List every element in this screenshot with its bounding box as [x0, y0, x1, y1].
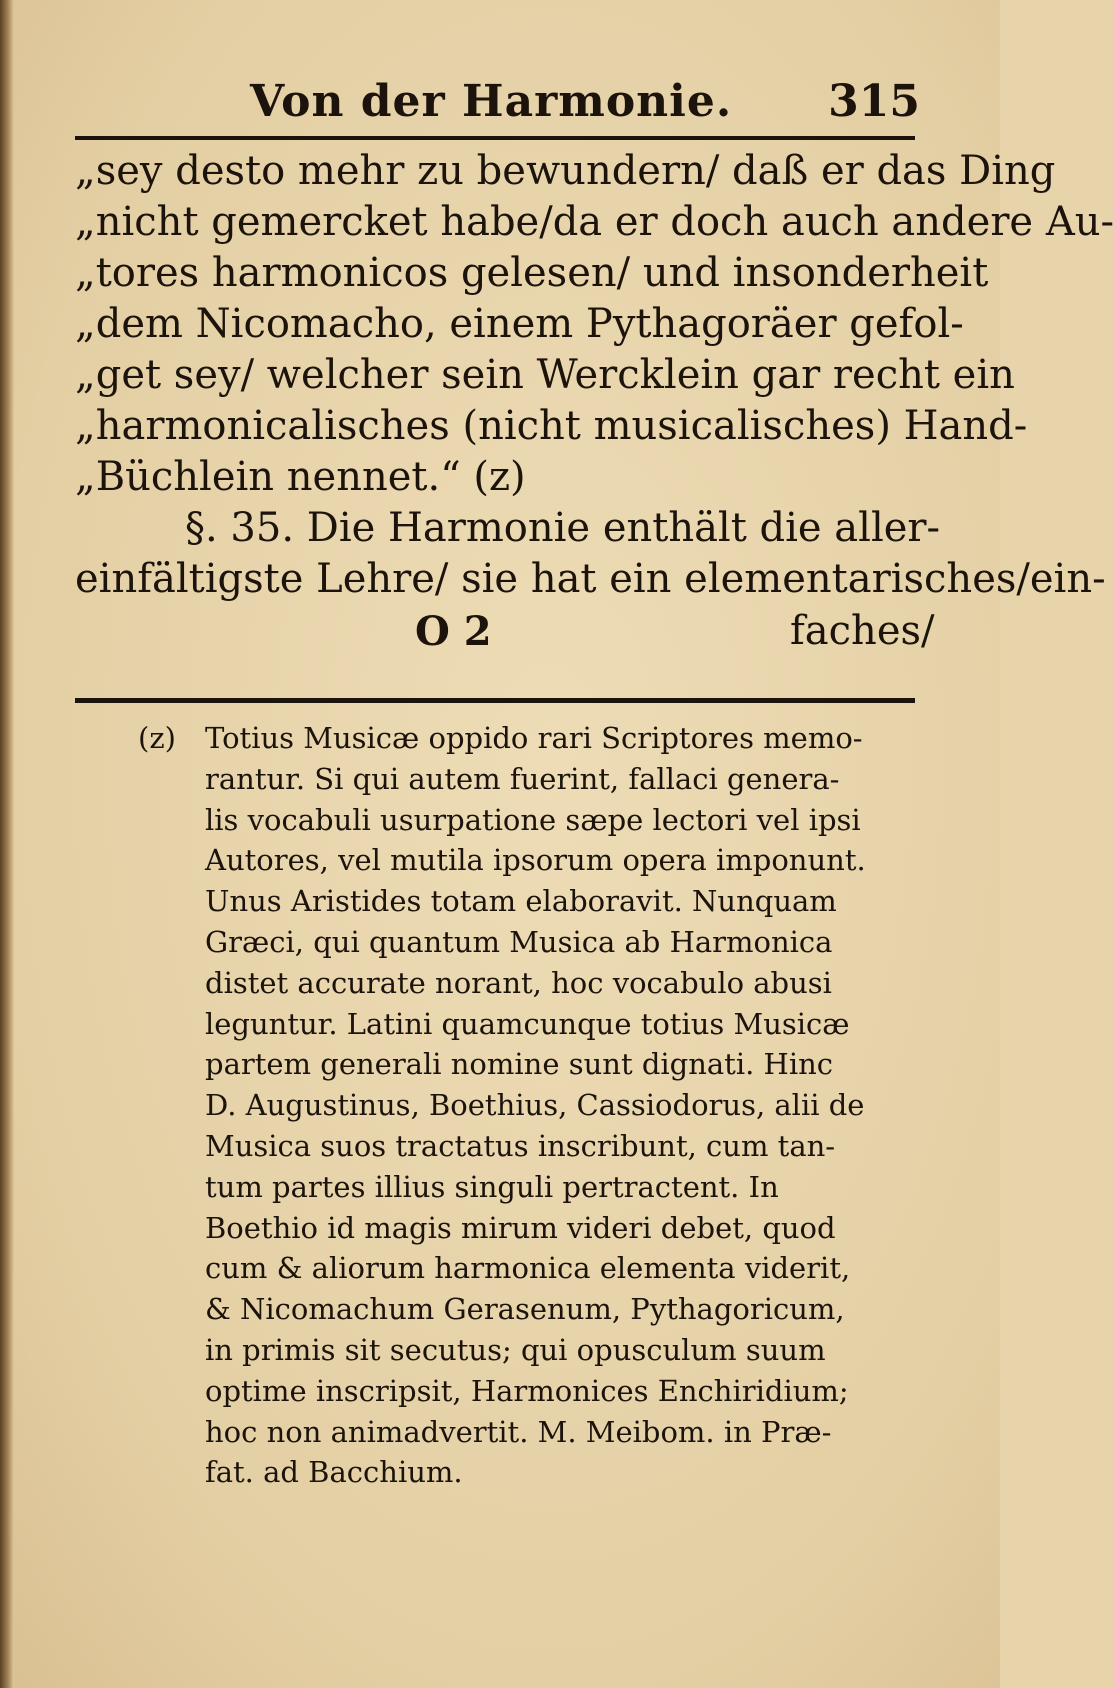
footnote-line: Totius Musicæ oppido rari Scriptores memo-: [205, 721, 863, 755]
footnote-line: in primis sit secutus; qui opusculum suum: [205, 1332, 826, 1367]
text-line: einfältigste Lehre/ sie hat ein elementarisches/ein-: [75, 556, 1106, 602]
text-line: „sey desto mehr zu bewundern/ daß er das Ding: [75, 148, 1056, 194]
footnote-line: Unus Aristides totam elaboravit. Nunquam: [205, 884, 837, 919]
footnote-line: Boethio id magis mirum videri debet, quod: [205, 1210, 836, 1245]
footnote-line: optime inscripsit, Harmonices Enchiridium;: [205, 1373, 849, 1408]
text-line: „tores harmonicos gelesen/ und insonderheit: [75, 250, 989, 296]
footnote-line: lis vocabuli usurpatione sæpe lectori vel ipsi: [205, 802, 861, 837]
page-header: [250, 76, 940, 136]
main-text-block: [75, 146, 1114, 605]
footnote-line: distet accurate norant, hoc vocabulo abusi: [205, 965, 832, 1000]
footnote-mark: (z): [138, 721, 176, 755]
catchword: faches/: [790, 608, 935, 654]
footnote-rule: [75, 698, 915, 703]
footnote-line: hoc non animadvertit. M. Meibom. in Præ-: [205, 1414, 832, 1449]
page-number: 315: [828, 76, 920, 127]
footnote-block: [140, 718, 930, 1493]
signature-mark: O 2: [415, 608, 492, 655]
footnote-line: leguntur. Latini quamcunque totius Musicæ: [205, 1006, 850, 1041]
footnote-line: Græci, qui quantum Musica ab Harmonica: [205, 924, 833, 959]
running-title: Von der Harmonie.: [250, 76, 733, 127]
text-line: „nicht gemercket habe/da er doch auch andere Au-: [75, 199, 1114, 245]
footnote-line: fat. ad Bacchium.: [205, 1455, 463, 1490]
footnote-line: Musica suos tractatus inscribunt, cum tan-: [205, 1128, 836, 1163]
footnote-line: partem generali nomine sunt dignati. Hinc: [205, 1047, 834, 1082]
footnote-line: rantur. Si qui autem fuerint, fallaci genera-: [205, 761, 840, 796]
footnote-line: & Nicomachum Gerasenum, Pythagoricum,: [205, 1292, 845, 1327]
footnote-line: tum partes illius singuli pertractent. In: [205, 1169, 779, 1204]
footnote-line: Autores, vel mutila ipsorum opera imponunt.: [205, 843, 866, 878]
page-binding-edge: [0, 0, 14, 1688]
footnote-line: D. Augustinus, Boethius, Cassiodorus, alii de: [205, 1088, 865, 1123]
text-line: „harmonicalisches (nicht musicalisches) Hand-: [75, 403, 1028, 449]
footnote-line: cum & aliorum harmonica elementa viderit,: [205, 1251, 851, 1286]
text-line: „dem Nicomacho, einem Pythagoräer gefol-: [75, 301, 964, 347]
text-line: „Büchlein nennet.“ (z): [75, 454, 526, 500]
section-heading-line: §. 35. Die Harmonie enthält die aller-: [185, 505, 941, 551]
text-line: „get sey/ welcher sein Wercklein gar recht ein: [75, 352, 1015, 398]
header-rule: [75, 136, 915, 140]
